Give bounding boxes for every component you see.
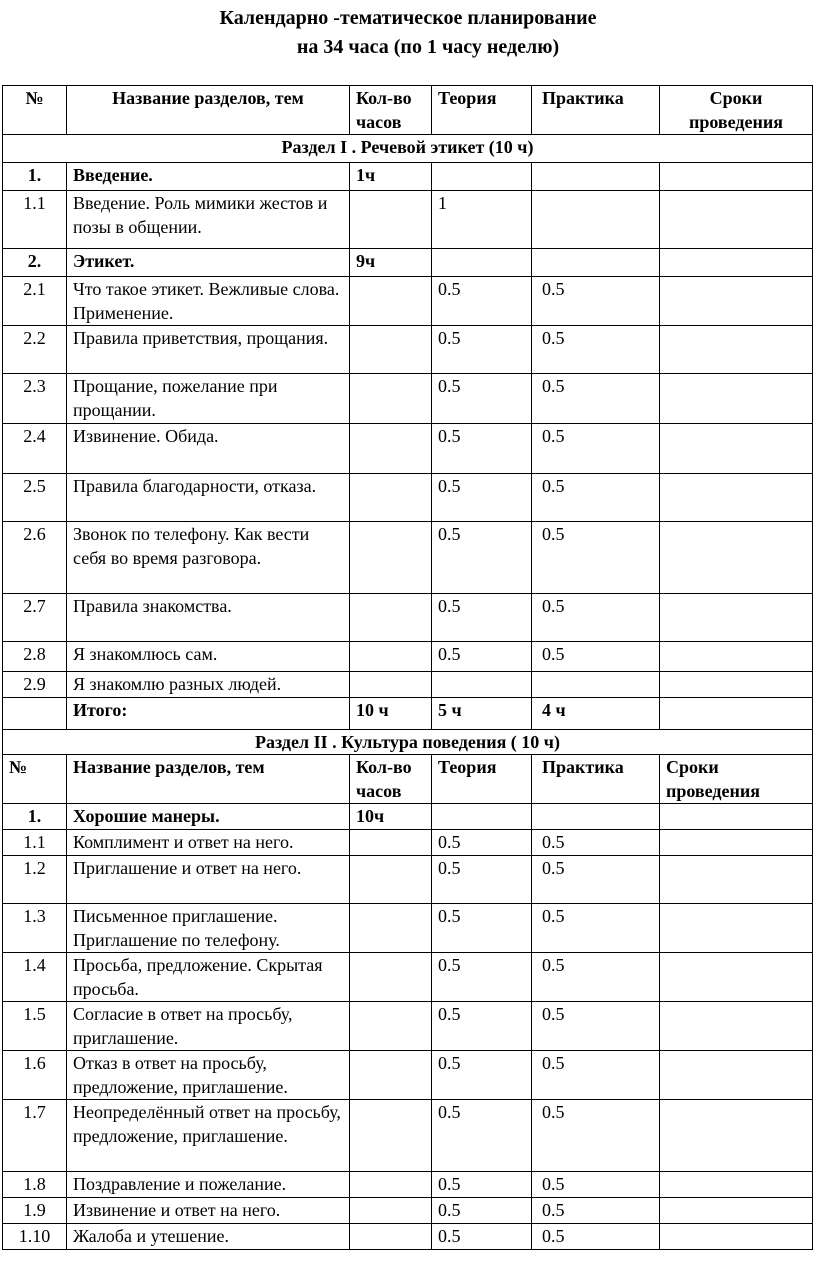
header-theory: Теория <box>432 86 532 135</box>
table-row <box>3 1172 813 1198</box>
section-2-cell-hours <box>350 953 432 1002</box>
section-2-cell-topic: Письменное приглашение. Приглашение по телефону. <box>67 904 350 953</box>
section-1-cell-dates <box>660 672 813 698</box>
table-row <box>3 277 813 326</box>
section-1-cell-practice <box>532 191 660 249</box>
section-2-cell-num: 1.3 <box>3 904 67 953</box>
section-1-cell-hours <box>350 594 432 642</box>
section-1-cell-dates <box>660 277 813 326</box>
table-row <box>3 163 813 191</box>
section-1-cell-practice <box>532 249 660 277</box>
section-2-cell-dates <box>660 1051 813 1100</box>
section-1-cell-theory: 0.5 <box>432 642 532 672</box>
section-2-cell-topic: Поздравление и пожелание. <box>67 1172 350 1198</box>
section-2-cell-num: 1.9 <box>3 1198 67 1224</box>
total-dates <box>660 698 813 730</box>
section-2-cell-theory: 0.5 <box>432 1172 532 1198</box>
header-dates: Сроки проведения <box>660 86 813 135</box>
table-row <box>3 1002 813 1051</box>
section-1-cell-practice: 0.5 <box>532 594 660 642</box>
section-1-cell-dates <box>660 249 813 277</box>
section-2-cell-num: 1.4 <box>3 953 67 1002</box>
section-1-cell-topic: Извинение. Обида. <box>67 424 350 474</box>
section-1-title: Раздел I . Речевой этикет (10 ч) <box>3 135 813 163</box>
section-2-cell-num: 1.7 <box>3 1100 67 1172</box>
section-1-cell-topic: Правила знакомства. <box>67 594 350 642</box>
total-row <box>3 698 813 730</box>
section-2-cell-practice: 0.5 <box>532 1198 660 1224</box>
section-2-cell-topic: Отказ в ответ на просьбу, предложение, приглашение. <box>67 1051 350 1100</box>
section-2-cell-practice: 0.5 <box>532 856 660 904</box>
section-1-cell-dates <box>660 594 813 642</box>
table-row <box>3 830 813 856</box>
table-row <box>3 904 813 953</box>
total-theory: 5 ч <box>432 698 532 730</box>
header-row <box>3 86 813 135</box>
section-2-cell-dates <box>660 1198 813 1224</box>
section-2-cell-hours <box>350 1051 432 1100</box>
section-2-cell-theory <box>432 804 532 830</box>
section-1-cell-topic: Что такое этикет. Вежливые слова. Применение. <box>67 277 350 326</box>
section-1-cell-hours: 9ч <box>350 249 432 277</box>
section-1-cell-hours: 1ч <box>350 163 432 191</box>
section-2-cell-topic: Просьба, предложение. Скрытая просьба. <box>67 953 350 1002</box>
header-num: № <box>3 86 67 135</box>
section-1-title-row <box>3 135 813 163</box>
section-1-cell-practice: 0.5 <box>532 424 660 474</box>
table-row <box>3 522 813 594</box>
section-2-cell-topic: Приглашение и ответ на него. <box>67 856 350 904</box>
section-2-cell-num: 1.2 <box>3 856 67 904</box>
section-2-cell-dates <box>660 1100 813 1172</box>
section-1-cell-topic: Введение. <box>67 163 350 191</box>
table-row <box>3 326 813 374</box>
section-2-cell-theory: 0.5 <box>432 953 532 1002</box>
section-1-cell-practice: 0.5 <box>532 277 660 326</box>
section-2-cell-practice: 0.5 <box>532 904 660 953</box>
section-2-cell-dates <box>660 1172 813 1198</box>
section-2-cell-num: 1.10 <box>3 1224 67 1250</box>
total-num <box>3 698 67 730</box>
section-1-cell-num: 2.6 <box>3 522 67 594</box>
section-1-cell-dates <box>660 474 813 522</box>
section-2-cell-hours <box>350 856 432 904</box>
section-2-header-row <box>3 755 813 804</box>
section-1-cell-theory: 0.5 <box>432 424 532 474</box>
header-practice: Практика <box>532 86 660 135</box>
section-2-cell-dates <box>660 856 813 904</box>
section-1-cell-theory: 0.5 <box>432 474 532 522</box>
section-2-cell-hours <box>350 1172 432 1198</box>
header-name: Название разделов, тем <box>67 86 350 135</box>
section-2-cell-topic: Неопределённый ответ на просьбу, предложение, приглашение. <box>67 1100 350 1172</box>
section-1-cell-num: 1. <box>3 163 67 191</box>
section-1-cell-dates <box>660 163 813 191</box>
title-line-1: Календарно -тематическое планирование <box>219 7 597 29</box>
section-1-cell-topic: Этикет. <box>67 249 350 277</box>
section-2-cell-dates <box>660 1224 813 1250</box>
section-2-cell-hours <box>350 904 432 953</box>
section-2-cell-theory: 0.5 <box>432 1051 532 1100</box>
section-2-cell-dates <box>660 804 813 830</box>
section-2-header-num: № <box>3 755 67 804</box>
section-2-header-theory: Теория <box>432 755 532 804</box>
section-2-cell-num: 1.1 <box>3 830 67 856</box>
section-2-cell-num: 1.6 <box>3 1051 67 1100</box>
section-2-cell-practice: 0.5 <box>532 1224 660 1250</box>
section-1-cell-theory: 0.5 <box>432 522 532 594</box>
table-row <box>3 474 813 522</box>
section-2-cell-practice: 0.5 <box>532 1051 660 1100</box>
section-2-cell-hours <box>350 1224 432 1250</box>
section-1-cell-num: 2.4 <box>3 424 67 474</box>
section-1-cell-topic: Правила приветствия, прощания. <box>67 326 350 374</box>
section-2-cell-practice <box>532 804 660 830</box>
section-1-cell-theory: 0.5 <box>432 326 532 374</box>
header-hours: Кол-во часов <box>350 86 432 135</box>
section-1-cell-num: 2.2 <box>3 326 67 374</box>
section-2-cell-hours <box>350 1198 432 1224</box>
section-1-cell-hours <box>350 474 432 522</box>
section-2-cell-topic: Извинение и ответ на него. <box>67 1198 350 1224</box>
section-2-header-hours: Кол-во часов <box>350 755 432 804</box>
section-1-cell-hours <box>350 672 432 698</box>
section-1-cell-dates <box>660 374 813 424</box>
table-row <box>3 594 813 642</box>
table-row <box>3 424 813 474</box>
table-row <box>3 374 813 424</box>
section-2-cell-num: 1. <box>3 804 67 830</box>
section-2-cell-hours <box>350 1100 432 1172</box>
section-1-cell-dates <box>660 522 813 594</box>
section-1-cell-practice <box>532 672 660 698</box>
section-2-cell-hours: 10ч <box>350 804 432 830</box>
section-1-cell-num: 2.5 <box>3 474 67 522</box>
section-2-cell-topic: Хорошие манеры. <box>67 804 350 830</box>
section-2-cell-practice: 0.5 <box>532 953 660 1002</box>
section-1-cell-topic: Звонок по телефону. Как вести себя во время разговора. <box>67 522 350 594</box>
section-1-cell-num: 2.1 <box>3 277 67 326</box>
section-1-cell-hours <box>350 277 432 326</box>
section-1-cell-num: 2.3 <box>3 374 67 424</box>
section-2-cell-num: 1.8 <box>3 1172 67 1198</box>
section-1-cell-num: 2.9 <box>3 672 67 698</box>
table-row <box>3 672 813 698</box>
section-1-cell-num: 2. <box>3 249 67 277</box>
section-1-cell-practice: 0.5 <box>532 522 660 594</box>
section-2-cell-practice: 0.5 <box>532 1002 660 1051</box>
section-1-cell-hours <box>350 191 432 249</box>
section-1-cell-hours <box>350 326 432 374</box>
table-row <box>3 856 813 904</box>
section-1-cell-practice: 0.5 <box>532 474 660 522</box>
section-2-cell-practice: 0.5 <box>532 830 660 856</box>
table-row <box>3 1051 813 1100</box>
section-1-cell-theory <box>432 163 532 191</box>
page-title <box>0 4 816 62</box>
section-1-cell-hours <box>350 522 432 594</box>
table-row <box>3 642 813 672</box>
section-1-cell-hours <box>350 642 432 672</box>
section-1-cell-hours <box>350 424 432 474</box>
section-1-cell-theory: 0.5 <box>432 277 532 326</box>
section-1-cell-practice: 0.5 <box>532 374 660 424</box>
section-1-cell-num: 2.8 <box>3 642 67 672</box>
total-label: Итого: <box>67 698 350 730</box>
section-2-title: Раздел II . Культура поведения ( 10 ч) <box>3 730 813 755</box>
section-2-cell-practice: 0.5 <box>532 1100 660 1172</box>
section-1-cell-topic: Я знакомлюсь сам. <box>67 642 350 672</box>
section-2-title-row <box>3 730 813 755</box>
section-2-cell-theory: 0.5 <box>432 904 532 953</box>
table-row <box>3 249 813 277</box>
section-1-cell-num: 2.7 <box>3 594 67 642</box>
section-2-cell-theory: 0.5 <box>432 1002 532 1051</box>
plan-table-body <box>3 86 813 1250</box>
section-2-cell-hours <box>350 830 432 856</box>
section-2-cell-dates <box>660 904 813 953</box>
table-row <box>3 191 813 249</box>
section-1-cell-theory <box>432 249 532 277</box>
total-hours: 10 ч <box>350 698 432 730</box>
section-1-cell-practice: 0.5 <box>532 642 660 672</box>
section-1-cell-topic: Правила благодарности, отказа. <box>67 474 350 522</box>
section-2-header-practice: Практика <box>532 755 660 804</box>
section-2-cell-topic: Комплимент и ответ на него. <box>67 830 350 856</box>
section-2-cell-dates <box>660 830 813 856</box>
table-row <box>3 953 813 1002</box>
section-2-cell-theory: 0.5 <box>432 856 532 904</box>
section-1-cell-dates <box>660 326 813 374</box>
section-1-cell-practice <box>532 163 660 191</box>
section-2-cell-practice: 0.5 <box>532 1172 660 1198</box>
section-1-cell-theory: 0.5 <box>432 594 532 642</box>
table-row <box>3 1100 813 1172</box>
section-1-cell-theory: 1 <box>432 191 532 249</box>
section-1-cell-dates <box>660 424 813 474</box>
section-1-cell-dates <box>660 191 813 249</box>
section-2-cell-topic: Жалоба и утешение. <box>67 1224 350 1250</box>
section-2-cell-theory: 0.5 <box>432 1100 532 1172</box>
section-2-header-name: Название разделов, тем <box>67 755 350 804</box>
section-1-cell-hours <box>350 374 432 424</box>
table-row <box>3 1224 813 1250</box>
section-2-header-dates: Сроки проведения <box>660 755 813 804</box>
section-1-cell-practice: 0.5 <box>532 326 660 374</box>
section-1-cell-num: 1.1 <box>3 191 67 249</box>
table-row <box>3 1198 813 1224</box>
plan-table <box>2 85 813 1250</box>
section-2-cell-hours <box>350 1002 432 1051</box>
section-1-cell-dates <box>660 642 813 672</box>
total-practice: 4 ч <box>532 698 660 730</box>
table-row <box>3 804 813 830</box>
section-2-cell-dates <box>660 1002 813 1051</box>
section-1-cell-theory: 0.5 <box>432 374 532 424</box>
section-2-cell-dates <box>660 953 813 1002</box>
section-1-cell-theory <box>432 672 532 698</box>
section-2-cell-theory: 0.5 <box>432 830 532 856</box>
title-line-2: на 34 часа (по 1 часу неделю) <box>296 36 560 58</box>
section-2-cell-theory: 0.5 <box>432 1198 532 1224</box>
section-1-cell-topic: Прощание, пожелание при прощании. <box>67 374 350 424</box>
section-2-cell-theory: 0.5 <box>432 1224 532 1250</box>
section-2-cell-num: 1.5 <box>3 1002 67 1051</box>
section-2-cell-topic: Согласие в ответ на просьбу, приглашение. <box>67 1002 350 1051</box>
section-1-cell-topic: Я знакомлю разных людей. <box>67 672 350 698</box>
section-1-cell-topic: Введение. Роль мимики жестов и позы в общении. <box>67 191 350 249</box>
